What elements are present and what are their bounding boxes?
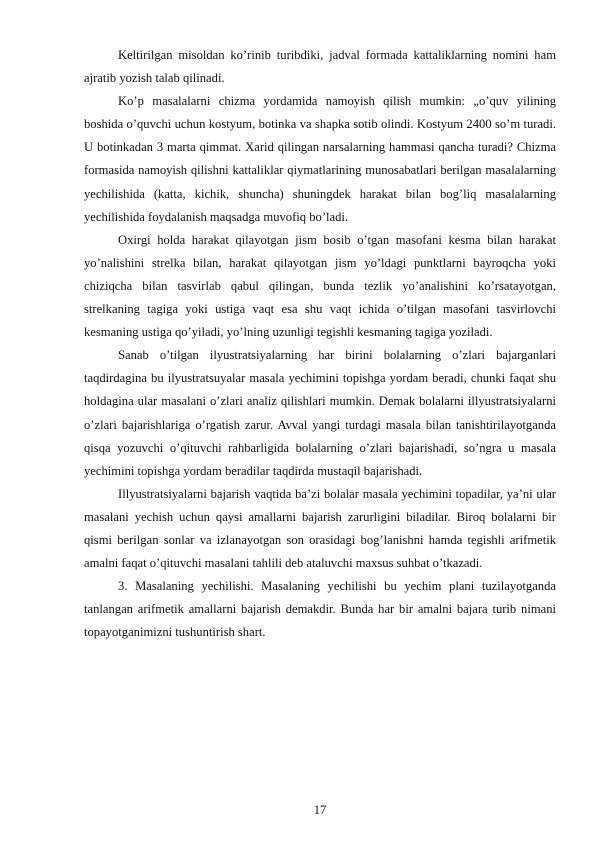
paragraph-illustrations-children: Sanab o’tilgan ilyustratsiyalarning har birini bolalarning o’zlari bajarganlari taqdirdagina bu ilyustratsuyalar masala yechimini topishga yordam beradi, chunki faqat shu holdagina ular masalani o’zlari analiz qilishlari mumkin. Demak bolalarni illyustratsiyalarni o’zlari bajarishlariga o’rgatish zarur. Avval yangi turdagi masala bilan tanishtirilayotganda qisqa yozuvchi o’qituvchi rahbarligida bolalarning o’zlari bajarishadi, so’ngra u masala yechimini topishga yordam beradilar taqdirda mustaqil bajarishadi. [84, 348, 556, 478]
paragraph-drawing-example: Ko’p masalalarni chizma yordamida namoyish qilish mumkin: „o’quv yilining boshida o’quvchi uchun kostyum, botinka va shapka sotib olindi. Kostyum 2400 so’m turadi. U botinkadan 3 marta qimmat. Xarid qilingan narsalarning hammasi qancha turadi? Chizma formasida namoyish qilishni kattaliklar qiymatlarining munosabatlari berilgan masalalarning yechilishida (katta, kichik, shuncha) shuningdek harakat bilan bog’liq masalalarning yechilishida foydalanish maqsadga muvofiq bo’ladi. [84, 94, 556, 224]
paragraph-problem-solving: 3. Masalaning yechilishi. Masalaning yechilishi bu yechim plani tuzilayotganda tanlangan arifmetik amallarni bajarish demakdir. Bunda har bir amalni bajara turib nimani topayotganimizni tushuntirish shart. [84, 579, 556, 640]
paragraph-table-form: Keltirilgan misoldan ko’rinib turibdiki, jadval formada kattaliklarning nomini ham ajratib yozish talab qilinadi. [84, 48, 556, 86]
paragraph-motion-representation: Oxirgi holda harakat qilayotgan jism bosib o’tgan masofani kesma bilan harakat yo’nalishini strelka bilan, harakat qilayotgan jism yo’ldagi punktlarni bayroqcha yoki chiziqcha bilan tasvirlab qabul qilingan, bunda tezlik yo’analishini ko’rsatayotgan, strelkaning tagiga yoki ustiga vaqt esa shu vaqt ichida o’tilgan masofani tasvirlovchi kesmaning ustiga qo’yiladi, yo’lning uzunligi tegishli kesmaning tagiga yoziladi. [84, 232, 556, 340]
document-body [84, 44, 556, 644]
paragraph-illustrations-solution: Illyustratsiyalarni bajarish vaqtida ba’zi bolalar masala yechimini topadilar, ya’ni ular masalani yechish uchun qaysi amallarni bajarish zarurligini biladilar. Biroq bolalarni bir qismi berilgan sonlar va izlanayotgan son orasidagi bog’lanishni hamda tegishli arifmetik amalni faqat o’qituvchi masalani tahlili deb ataluvchi maxsus suhbat o’tkazadi. [84, 486, 556, 571]
page-number: 17 [313, 803, 327, 817]
